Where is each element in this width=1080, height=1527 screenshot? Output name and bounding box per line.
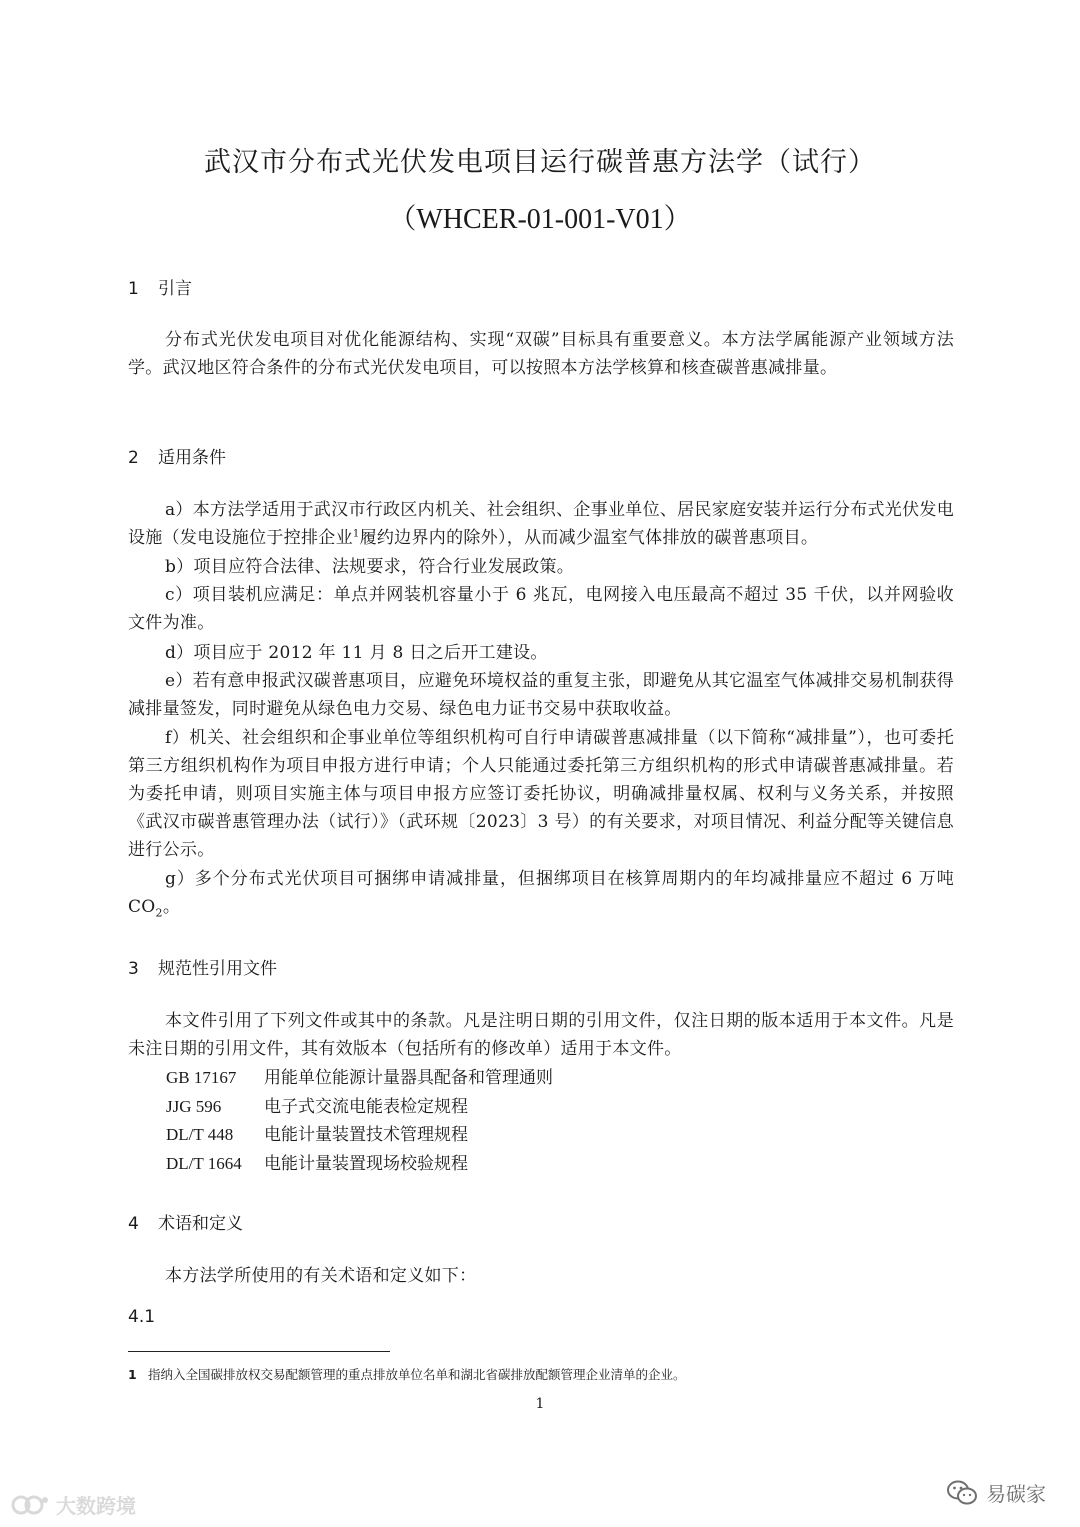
page-number: 1 [535, 1396, 545, 1412]
section-3-heading [128, 954, 277, 979]
condition-f: f）机关、社会组织和企事业单位等组织机构可自行申请碳普惠减排量（以下简称“减排量”），也可委托第三方组织机构作为项目申报方进行申请；个人只能通过委托第三方组织机构的形式申请碳普惠减排量。若为委托申请，则项目实施主体与项目申报方应签订委托协议，明确减排量权属、权利与义务关系，并按照《武汉市碳普惠管理办法（试行）》（武环规〔2023〕3 号）的有关要求，对项目情况、利益分配等关键信息进行公示。 [128, 728, 954, 860]
section-number: 3 [128, 959, 139, 979]
condition-a [128, 496, 954, 552]
section-title: 适用条件 [158, 448, 226, 468]
section-1-heading [128, 274, 192, 299]
condition-g-text-end: 。 [162, 897, 181, 917]
watermark-left-text: 大数跨境 [56, 1494, 136, 1518]
section-number: 1 [128, 279, 139, 299]
footnote-divider [128, 1351, 390, 1352]
section-3-paragraph: 本文件引用了下列文件或其中的条款。凡是注明日期的引用文件，仅注日期的版本适用于本文件。凡是未注日期的引用文件，其有效版本（包括所有的修改单）适用于本文件。 [128, 1011, 954, 1059]
subsection-heading: 4.1 [128, 1307, 156, 1327]
footnote-ref: 1 [352, 528, 360, 540]
reference-name: 用能单位能源计量器具配备和管理通则 [264, 1068, 553, 1088]
reference-name: 电子式交流电能表检定规程 [264, 1096, 468, 1117]
section-number: 2 [128, 448, 139, 468]
section-1-paragraph: 分布式光伏发电项目对优化能源结构、实现“双碳”目标具有重要意义。本方法学属能源产业领域方法学。武汉地区符合条件的分布式光伏发电项目，可以按照本方法学核算和核查碳普惠减排量。 [128, 330, 954, 378]
watermark-right-text: 易碳家 [986, 1482, 1046, 1506]
reference-name: 电能计量装置技术管理规程 [264, 1125, 468, 1145]
watermark-left [10, 1490, 136, 1519]
document-code: （WHCER-01-001-V01） [388, 204, 692, 235]
condition-g-text: g）多个分布式光伏项目可捆绑申请减排量，但捆绑项目在核算周期内的年均减排量应不超过 6 万吨 CO [128, 869, 954, 917]
reference-item [166, 1121, 468, 1149]
reference-code: JJG 596 [166, 1096, 222, 1116]
condition-c: c）项目装机应满足：单点并网装机容量小于 6 兆瓦，电网接入电压最高不超过 35 千伏，以并网验收文件为准。 [128, 585, 954, 633]
section-title: 规范性引用文件 [158, 959, 277, 979]
link-logo-icon [10, 1494, 50, 1516]
reference-code: DL/T 448 [166, 1125, 234, 1144]
section-number: 4 [128, 1214, 139, 1234]
document-title: 武汉市分布式光伏发电项目运行碳普惠方法学（试行） [204, 147, 876, 178]
reference-name: 电能计量装置现场校验规程 [264, 1153, 468, 1174]
footnote-text: 指纳入全国碳排放权交易配额管理的重点排放单位名单和湖北省碳排放配额管理企业清单的企业。 [148, 1367, 686, 1382]
footnote [128, 1365, 686, 1383]
condition-a-text-end: 履约边界内的除外），从而减少温室气体排放的碳普惠项目。 [359, 528, 819, 548]
reference-item [166, 1150, 468, 1178]
section-4-heading [128, 1209, 243, 1234]
reference-code: DL/T 1664 [166, 1153, 242, 1173]
section-4-paragraph: 本方法学所使用的有关术语和定义如下： [165, 1266, 477, 1286]
condition-e: e）若有意申报武汉碳普惠项目，应避免环境权益的重复主张，即避免从其它温室气体减排交易机制获得减排量签发，同时避免从绿色电力交易、绿色电力证书交易中获取收益。 [128, 671, 954, 719]
reference-item [166, 1093, 468, 1121]
footnote-marker: 1 [128, 1367, 137, 1382]
watermark-right [946, 1478, 1046, 1507]
section-title: 术语和定义 [158, 1214, 243, 1234]
condition-b: b）项目应符合法律、法规要求，符合行业发展政策。 [165, 557, 575, 577]
co2-subscript: 2 [155, 906, 163, 920]
condition-d: d）项目应于 2012 年 11 月 8 日之后开工建设。 [165, 643, 548, 663]
condition-g [128, 865, 954, 921]
reference-item [166, 1064, 553, 1092]
wechat-icon [946, 1479, 978, 1507]
condition-a-text: a）本方法学适用于武汉市行政区内机关、社会组织、企事业单位、居民家庭安装并运行分布式光伏发电设施（发电设施位于控排企业 [128, 500, 954, 548]
section-2-heading [128, 443, 226, 468]
reference-code: GB 17167 [166, 1068, 237, 1087]
section-title: 引言 [158, 279, 192, 299]
